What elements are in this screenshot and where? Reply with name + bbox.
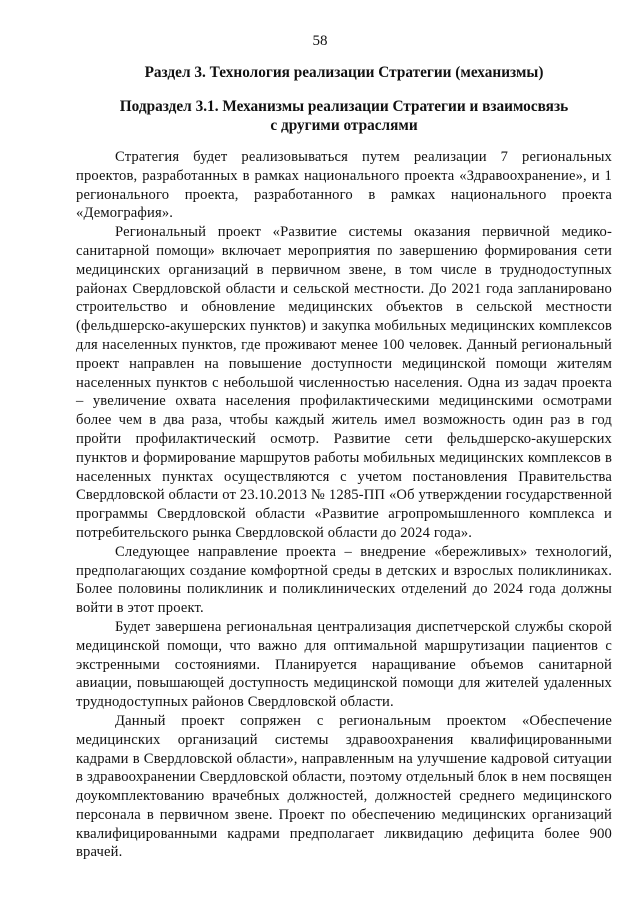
page-number: 58 — [312, 33, 328, 49]
paragraph: Данный проект сопряжен с региональным проектом «Обеспечение медицинских организаций системы здравоохранения квалифицированными кадрами в Свердловской области», направленным на улучшение кадровой ситуации в здравоохранении Свердловской области, поэтому отдельный блок в нем посвящен доукомплектованию врачебных должностей, должностей среднего медицинского персонала в первичном звене. Проект по обеспечению медицинских организаций квалифицированными кадрами предполагает ликвидацию дефицита более 900 врачей. — [76, 712, 612, 861]
subsection-title-line: Подраздел 3.1. Механизмы реализации Стратегии и взаимосвязь — [119, 98, 569, 115]
subsection-title-line: с другими отраслями — [270, 117, 418, 134]
paragraph: Следующее направление проекта – внедрение «бережливых» технологий, предполагающих создание комфортной среды в детских и взрослых поликлиниках. Более половины поликлиник и поликлинических отделений до 2024 года должны войти в этот проект. — [76, 543, 612, 617]
section-title: Раздел 3. Технология реализации Стратегии (механизмы) — [144, 64, 544, 81]
paragraph: Будет завершена региональная централизация диспетчерской службы скорой медицинской помощи, что важно для оптимальной маршрутизации пациентов с экстренными состояниями. Планируется наращивание объемов санитарной авиации, повышающей доступность медицинской помощи для жителей удаленных труднодоступных районов Свердловской области. — [76, 618, 612, 711]
body-text — [76, 148, 612, 862]
paragraph: Региональный проект «Развитие системы оказания первичной медико-санитарной помощи» включает мероприятия по завершению формирования сети медицинских организаций в первичном звене, в том числе в труднодоступных районах Свердловской области и сельской местности. До 2021 года запланировано строительство и обновление медицинских объектов в сельской местности (фельдшерско-акушерских пунктов) и закупка мобильных медицинских комплексов для населенных пунктов, где проживают менее 100 человек. Данный региональный проект направлен на повышение доступности медицинской помощи жителям населенных пунктов с небольшой численностью населения. Одна из задач проекта – увеличение охвата населения профилактическими медицинскими осмотрами более чем в два раза, чтобы каждый житель имел возможность один раз в год пройти профилактический осмотр. Развитие сети фельдшерско-акушерских пунктов и формирование маршрутов работы мобильных медицинских комплексов в населенных пунктах осуществляются с учетом постановления Правительства Свердловской области от 23.10.2013 № 1285-ПП «Об утверждении государственной программы Свердловской области «Развитие агропромышленного комплекса и потребительского рынка Свердловской области до 2024 года». — [76, 224, 612, 541]
paragraph: Стратегия будет реализовываться путем реализации 7 региональных проектов, разработанных в рамках национального проекта «Здравоохранение», и 1 регионального проекта, разработанного в рамках национального проекта «Демография». — [76, 149, 612, 222]
subsection-title — [76, 97, 612, 135]
